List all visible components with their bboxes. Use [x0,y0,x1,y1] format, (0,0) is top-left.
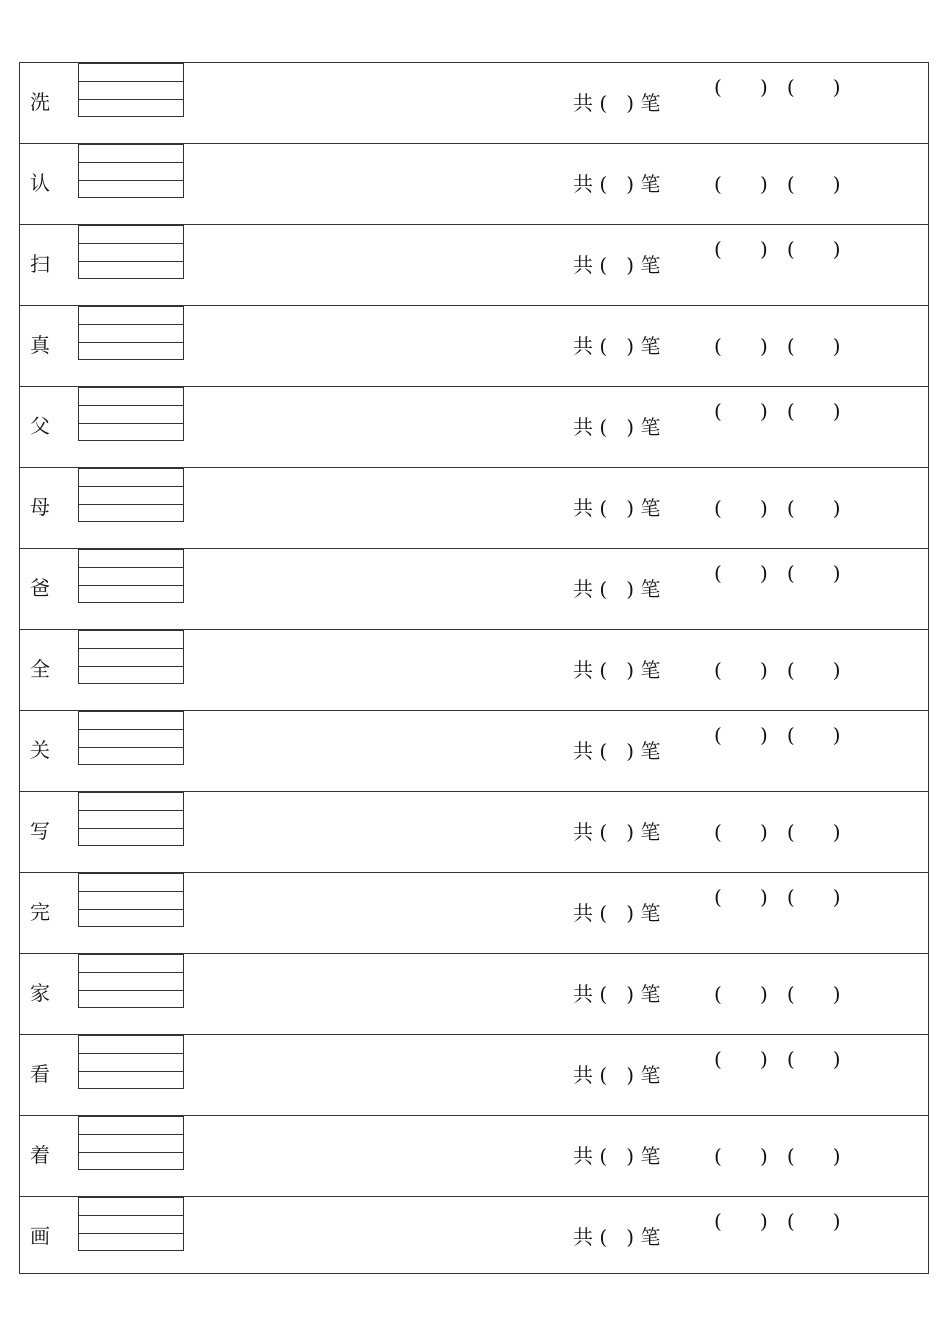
answer-blank[interactable]: ( ) [714,820,768,844]
answer-blank[interactable]: ( ) [786,237,841,261]
answer-blanks[interactable] [714,1144,841,1168]
character-label: 画 [30,1224,50,1248]
answer-blank[interactable]: ( ) [714,1209,768,1233]
table-row [20,1197,928,1278]
writing-line [79,873,183,874]
answer-blank[interactable]: ( ) [786,561,841,585]
answer-blank[interactable]: ( ) [786,658,841,682]
stroke-count-prompt[interactable]: 共 ( ) 笔 [573,577,661,601]
answer-blanks[interactable] [714,172,841,196]
writing-line [79,1233,183,1234]
writing-line [79,468,183,469]
writing-line [79,828,183,829]
writing-line [79,144,183,145]
writing-line [79,567,183,568]
pinyin-writing-lines[interactable] [78,630,184,684]
stroke-count-prompt[interactable]: 共 ( ) 笔 [573,334,661,358]
answer-blank[interactable]: ( ) [714,982,768,1006]
writing-line [79,81,183,82]
table-row [20,63,928,144]
pinyin-writing-lines[interactable] [78,711,184,765]
writing-line [79,387,183,388]
answer-blank[interactable]: ( ) [714,75,768,99]
writing-line [79,630,183,631]
writing-line [79,990,183,991]
writing-line [79,1035,183,1036]
answer-blank[interactable]: ( ) [714,885,768,909]
table-row [20,387,928,468]
answer-blank[interactable]: ( ) [714,172,768,196]
character-label: 父 [30,414,50,438]
answer-blanks[interactable] [714,334,841,358]
table-row [20,711,928,792]
answer-blank[interactable]: ( ) [786,334,841,358]
stroke-count-prompt[interactable]: 共 ( ) 笔 [573,496,661,520]
stroke-count-prompt[interactable]: 共 ( ) 笔 [573,1144,661,1168]
stroke-count-prompt[interactable]: 共 ( ) 笔 [573,253,661,277]
writing-line [79,792,183,793]
pinyin-writing-lines[interactable] [78,1035,184,1089]
table-row [20,225,928,306]
pinyin-writing-lines[interactable] [78,1197,184,1251]
writing-line [79,1197,183,1198]
character-label: 着 [30,1143,50,1167]
answer-blank[interactable]: ( ) [714,399,768,423]
writing-line [79,162,183,163]
stroke-count-prompt[interactable]: 共 ( ) 笔 [573,1225,661,1249]
character-label: 扫 [30,252,50,276]
writing-line [79,423,183,424]
writing-line [79,405,183,406]
writing-line [79,1053,183,1054]
answer-blank[interactable]: ( ) [786,496,841,520]
table-row [20,1035,928,1116]
writing-line [79,1116,183,1117]
pinyin-writing-lines[interactable] [78,63,184,117]
pinyin-writing-lines[interactable] [78,792,184,846]
answer-blank[interactable]: ( ) [786,982,841,1006]
stroke-count-prompt[interactable]: 共 ( ) 笔 [573,415,661,439]
answer-blanks[interactable] [714,820,841,844]
answer-blank[interactable]: ( ) [714,1047,768,1071]
answer-blank[interactable]: ( ) [714,334,768,358]
character-label: 真 [30,333,50,357]
writing-line [79,729,183,730]
writing-line [79,909,183,910]
writing-line [79,225,183,226]
writing-line [79,549,183,550]
stroke-count-prompt[interactable]: 共 ( ) 笔 [573,982,661,1006]
writing-line [79,342,183,343]
stroke-count-prompt[interactable]: 共 ( ) 笔 [573,820,661,844]
answer-blanks[interactable] [714,723,841,747]
table-row [20,792,928,873]
pinyin-writing-lines[interactable] [78,387,184,441]
stroke-count-prompt[interactable]: 共 ( ) 笔 [573,172,661,196]
answer-blanks[interactable] [714,982,841,1006]
writing-line [79,306,183,307]
answer-blank[interactable]: ( ) [786,172,841,196]
stroke-count-prompt[interactable]: 共 ( ) 笔 [573,901,661,925]
character-label: 看 [30,1062,50,1086]
writing-line [79,891,183,892]
writing-line [79,666,183,667]
writing-line [79,972,183,973]
writing-line [79,1134,183,1135]
table-row [20,873,928,954]
answer-blanks[interactable] [714,885,841,909]
character-label: 洗 [30,90,50,114]
pinyin-writing-lines[interactable] [78,954,184,1008]
answer-blank[interactable]: ( ) [786,399,841,423]
writing-line [79,1071,183,1072]
answer-blanks[interactable] [714,658,841,682]
writing-line [79,585,183,586]
answer-blank[interactable]: ( ) [786,1144,841,1168]
character-label: 完 [30,900,50,924]
table-row [20,468,928,549]
stroke-count-prompt[interactable]: 共 ( ) 笔 [573,658,661,682]
character-label: 家 [30,981,50,1005]
writing-line [79,1215,183,1216]
pinyin-writing-lines[interactable] [78,306,184,360]
writing-line [79,711,183,712]
answer-blanks[interactable] [714,1209,841,1233]
writing-line [79,99,183,100]
table-row [20,1116,928,1197]
stroke-count-prompt[interactable]: 共 ( ) 笔 [573,91,661,115]
answer-blank[interactable]: ( ) [714,496,768,520]
writing-line [79,261,183,262]
answer-blanks[interactable] [714,399,841,423]
pinyin-writing-lines[interactable] [78,549,184,603]
answer-blank[interactable]: ( ) [714,658,768,682]
table-row [20,954,928,1035]
answer-blank[interactable]: ( ) [714,1144,768,1168]
table-row [20,144,928,225]
writing-line [79,504,183,505]
answer-blanks[interactable] [714,75,841,99]
character-label: 全 [30,657,50,681]
writing-line [79,648,183,649]
writing-line [79,1152,183,1153]
writing-line [79,486,183,487]
pinyin-writing-lines[interactable] [78,873,184,927]
table-row [20,549,928,630]
stroke-count-prompt[interactable]: 共 ( ) 笔 [573,739,661,763]
writing-line [79,243,183,244]
answer-blanks[interactable] [714,1047,841,1071]
character-label: 关 [30,738,50,762]
character-label: 爸 [30,576,50,600]
worksheet-table [19,62,929,1274]
writing-line [79,324,183,325]
pinyin-writing-lines[interactable] [78,1116,184,1170]
pinyin-writing-lines[interactable] [78,225,184,279]
answer-blank[interactable]: ( ) [714,237,768,261]
answer-blank[interactable]: ( ) [786,885,841,909]
answer-blank[interactable]: ( ) [786,1047,841,1071]
answer-blank[interactable]: ( ) [786,75,841,99]
character-label: 认 [30,171,50,195]
pinyin-writing-lines[interactable] [78,468,184,522]
writing-line [79,747,183,748]
writing-line [79,180,183,181]
writing-line [79,63,183,64]
stroke-count-prompt[interactable]: 共 ( ) 笔 [573,1063,661,1087]
answer-blanks[interactable] [714,237,841,261]
answer-blank[interactable]: ( ) [786,1209,841,1233]
table-row [20,306,928,387]
writing-line [79,810,183,811]
writing-line [79,954,183,955]
character-label: 写 [30,819,50,843]
character-label: 母 [30,495,50,519]
answer-blank[interactable]: ( ) [714,561,768,585]
answer-blanks[interactable] [714,496,841,520]
answer-blank[interactable]: ( ) [714,723,768,747]
table-row [20,630,928,711]
pinyin-writing-lines[interactable] [78,144,184,198]
answer-blank[interactable]: ( ) [786,723,841,747]
answer-blank[interactable]: ( ) [786,820,841,844]
answer-blanks[interactable] [714,561,841,585]
